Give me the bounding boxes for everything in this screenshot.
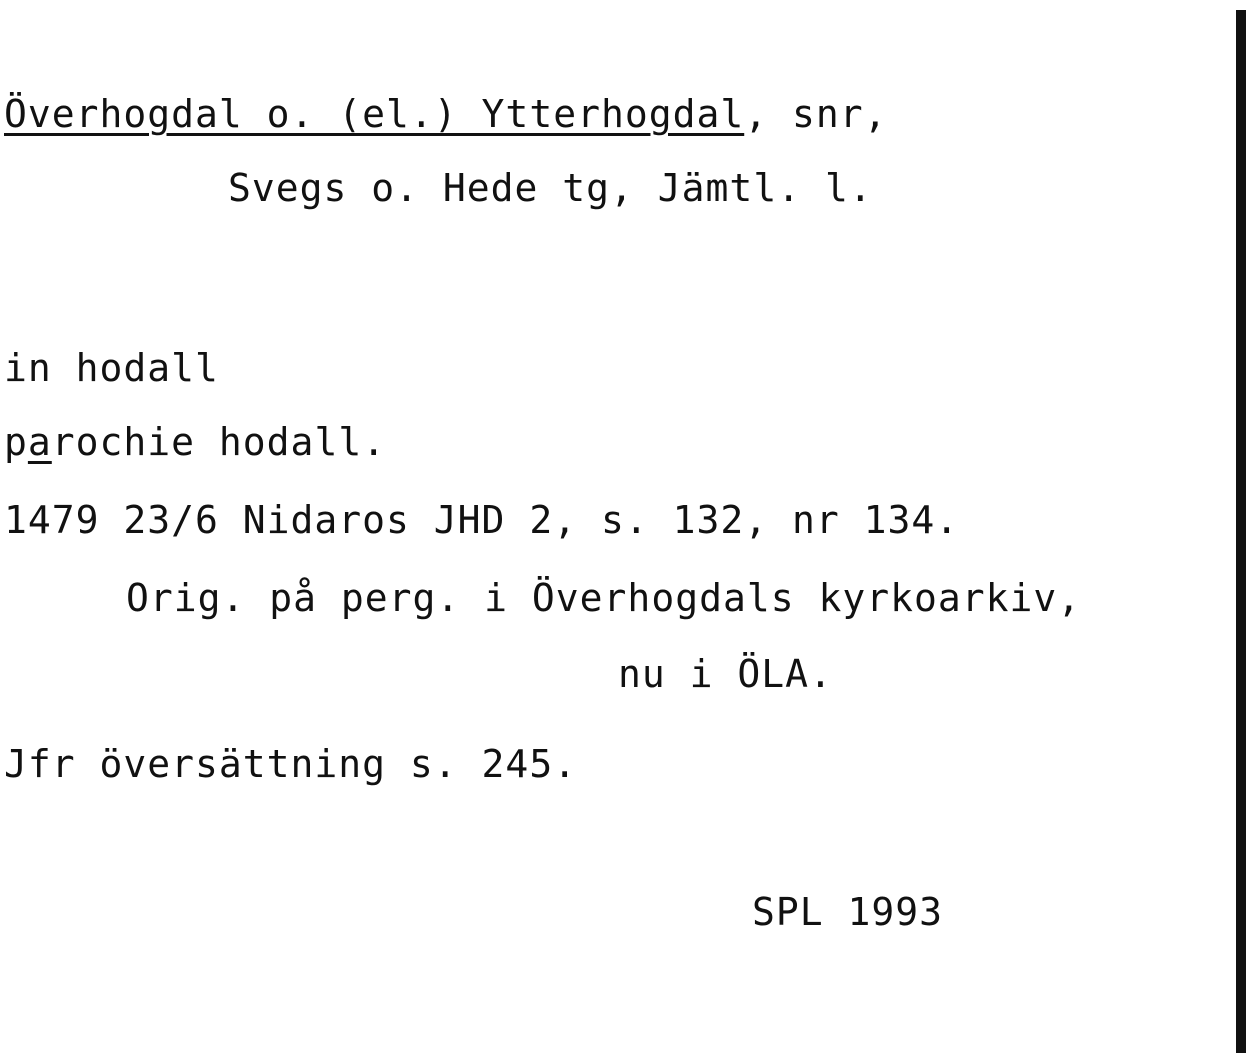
reference-line: Jfr översättning s. 245. [4, 742, 578, 786]
attested-form-2: parochie hodall. [4, 420, 387, 464]
original-note-line-1: Orig. på perg. i Överhogdals kyrkoarkiv, [126, 576, 1082, 620]
signature: SPL 1993 [752, 890, 944, 934]
card-edge [1236, 10, 1246, 1053]
attested-form-1: in hodall [4, 346, 219, 390]
source-line: 1479 23/6 Nidaros JHD 2, s. 132, nr 134. [4, 498, 960, 542]
heading-suffix: , snr, [744, 92, 888, 136]
heading-line [4, 92, 888, 136]
original-note-line-2: nu i ÖLA. [618, 652, 833, 696]
underlined-letter: a [27, 420, 52, 464]
location-line: Svegs o. Hede tg, Jämtl. l. [228, 166, 873, 210]
heading-place-names: Överhogdal o. (el.) Ytterhogdal [4, 92, 745, 136]
